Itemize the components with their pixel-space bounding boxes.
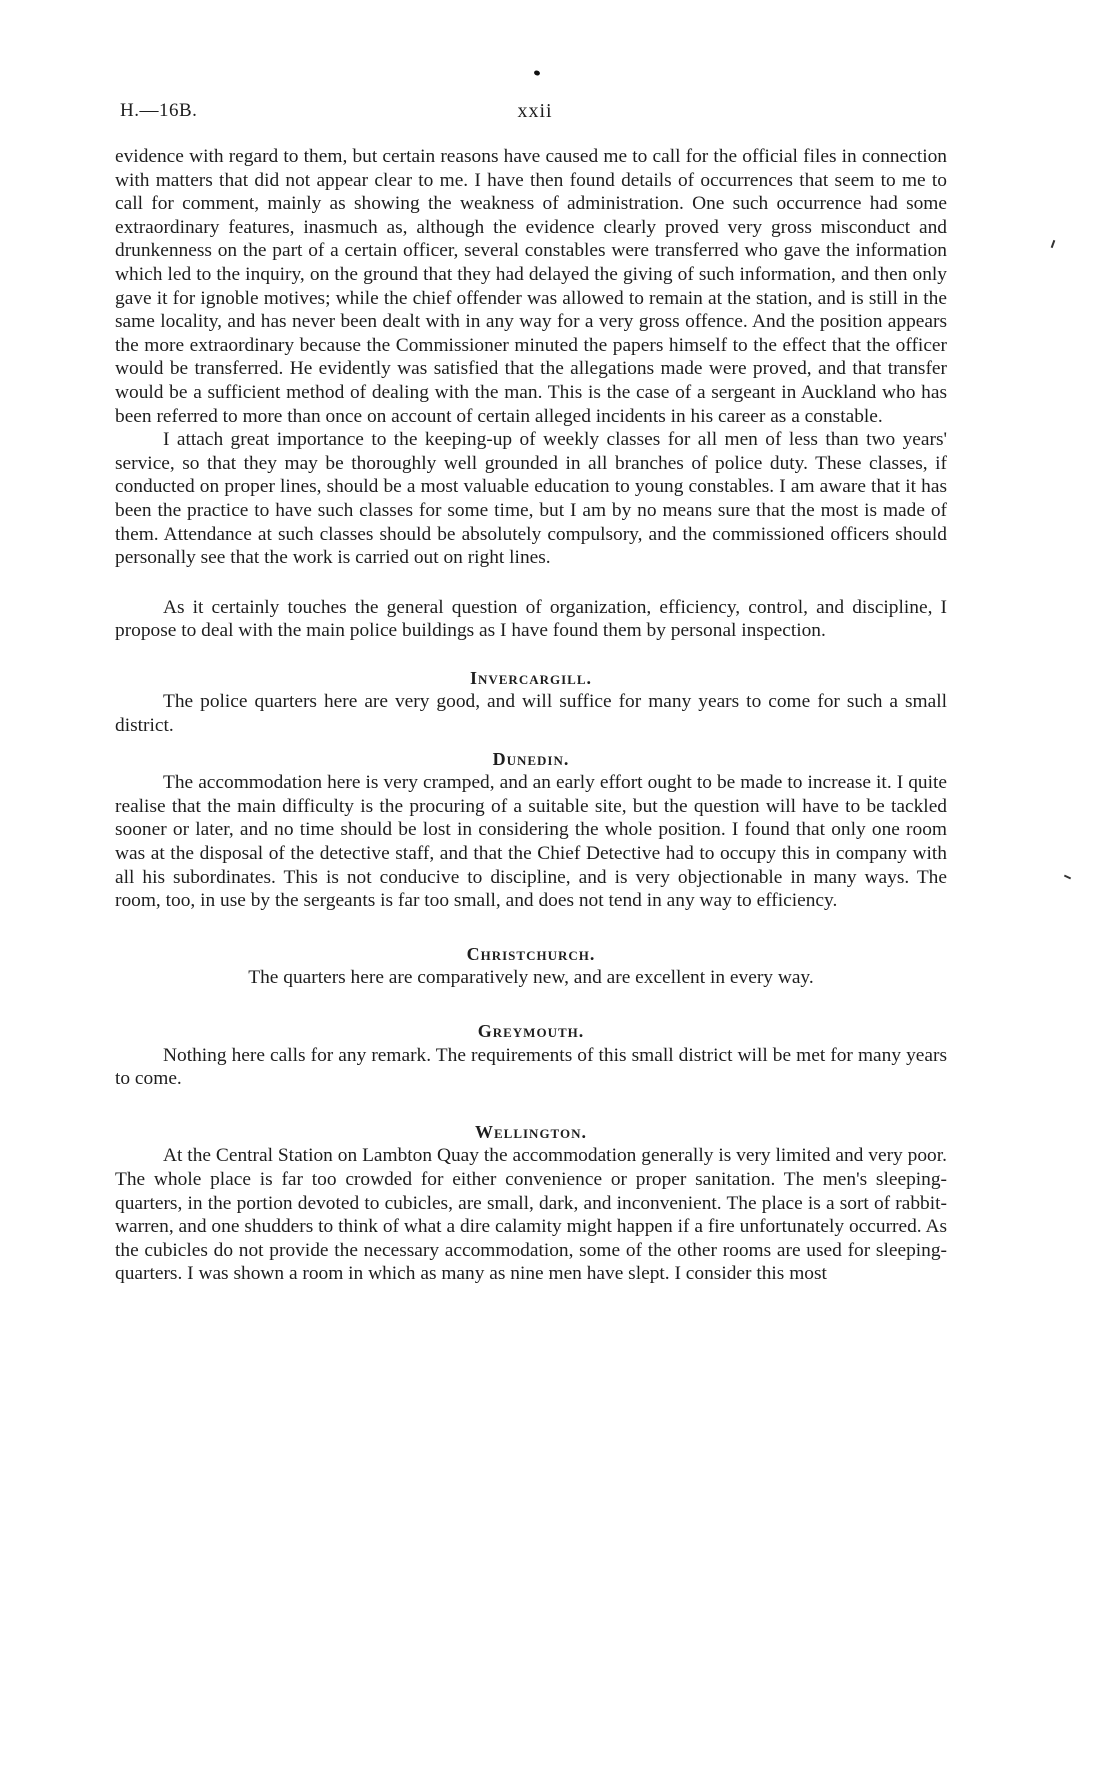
section-text-wellington: At the Central Station on Lambton Quay the accommodation generally is very limited and very poor. The whole place is far too crowded for either convenience or proper sanitation. The men's sleeping-quarters, in the portion devoted to cubicles, are small, dark, and inconvenient. The place is a sort of rabbit-warren, and one shudders to think of what a dire calamity might happen if a fire unfortunately occurred. As the cubicles do not provide the necessary accommodation, some of the other rooms are used for sleeping-quarters. I was shown a room in which as many as nine men have slept. I consider this most [115, 1145, 947, 1285]
ink-speck [1064, 875, 1071, 880]
ink-speck [1051, 240, 1056, 248]
paragraph-weekly-classes: I attach great importance to the keeping-up of weekly classes for all men of less than two years' service, so that they may be thoroughly well grounded in all branches of police duty. These classes, if conducted on proper lines, should be a most valuable education to young constables. I am aware that it has been the practice to have such classes for some time, but I am by no means sure that the most is made of them. Attendance at such classes should be absolutely compulsory, and the commissioned officers should personally see that the work is carried out on right lines. [115, 429, 947, 569]
section-heading-christchurch: Christchurch. [466, 943, 596, 964]
page-header [0, 100, 1114, 128]
paragraph-continued: evidence with regard to them, but certain reasons have caused me to call for the official files in connection with matters that did not appear clear to me. I have then found details of occurrences that seem to me to call for comment, mainly as showing the weakness of administration. One such occurrence had some extraordinary features, inasmuch as, although the evidence clearly proved very gross misconduct and drunkenness on the part of a certain officer, several constables were transferred who gave the information which led to the inquiry, on the ground that they had delayed the giving of such information, and then only gave it for ignoble motives; while the chief offender was allowed to remain at the station, and is still in the same locality, and has never been dealt with in any way for a very gross offence. And the position appears the more extraordinary because the Commissioner minuted the papers himself to the effect that the officer would be transferred. He evidently was satisfied that the allegations made were proved, and that transfer would be a sufficient method of dealing with the man. This is the case of a sergeant in Auckland who has been referred to more than once on account of certain alleged incidents in his career as a constable. [115, 146, 947, 427]
page-body [115, 145, 947, 1286]
section-heading-dunedin: Dunedin. [492, 748, 570, 769]
ink-mark [533, 70, 540, 77]
section-heading-invercargill: Invercargill. [469, 667, 593, 688]
section-heading-wellington: Wellington. [474, 1121, 587, 1142]
section-text-christchurch: The quarters here are comparatively new, and are excellent in every way. [248, 967, 814, 989]
section-text-invercargill: The police quarters here are very good, and will suffice for many years to come for such a small district. [115, 691, 947, 737]
page-number: xxii [517, 100, 553, 122]
document-reference: H.—16B. [120, 100, 198, 121]
paragraph-police-buildings: As it certainly touches the general question of organization, efficiency, control, and discipline, I propose to deal with the main police buildings as I have found them by personal inspection. [115, 596, 947, 642]
section-text-greymouth: Nothing here calls for any remark. The requirements of this small district will be met for many years to come. [115, 1044, 947, 1090]
section-text-dunedin: The accommodation here is very cramped, and an early effort ought to be made to increase it. I quite realise that the main difficulty is the procuring of a suitable site, but the question will have to be tackled sooner or later, and no time should be lost in considering the whole position. I found that only one room was at the disposal of the detective staff, and that the Chief Detective had to occupy this in company with all his subordinates. This is not conducive to discipline, and is very objectionable in many ways. The room, too, in use by the sergeants is far too small, and does not tend in any way to efficiency. [115, 772, 947, 912]
section-heading-greymouth: Greymouth. [477, 1021, 585, 1041]
